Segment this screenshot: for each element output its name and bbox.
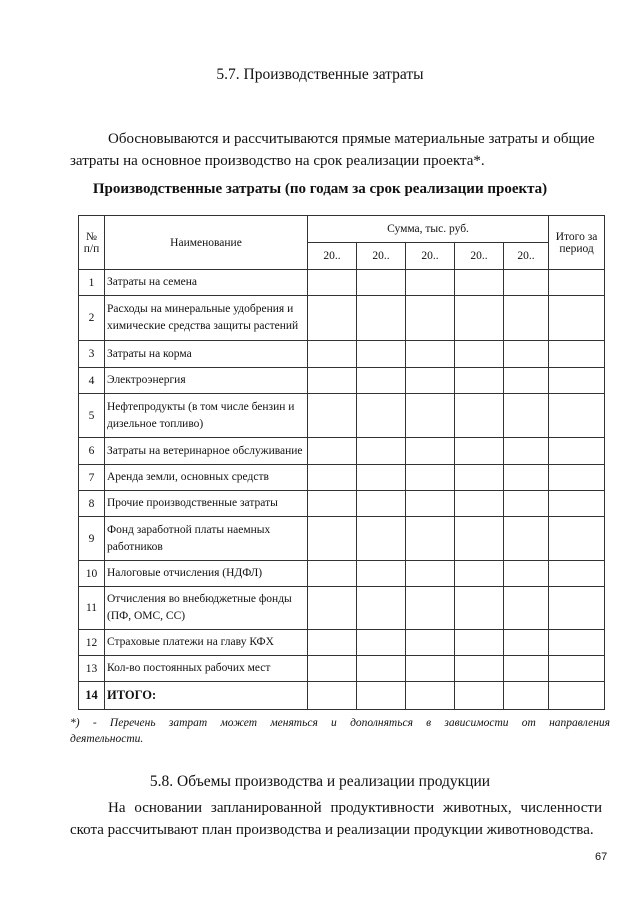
row-num: 2 [79, 296, 105, 341]
page-number: 67 [595, 851, 608, 863]
row-num: 7 [79, 465, 105, 491]
row-name: Затраты на семена [105, 270, 308, 296]
header-year: 20.. [455, 243, 504, 270]
row-num: 3 [79, 341, 105, 368]
table-row [79, 587, 605, 630]
table-row [79, 561, 605, 587]
row-num: 11 [79, 587, 105, 630]
row-num: 10 [79, 561, 105, 587]
row-num: 8 [79, 491, 105, 517]
row-num: 1 [79, 270, 105, 296]
row-name: Аренда земли, основных средств [105, 465, 308, 491]
row-name: Затраты на ветеринарное обслуживание [105, 438, 308, 465]
row-name: Налоговые отчисления (НДФЛ) [105, 561, 308, 587]
table-row [79, 491, 605, 517]
table-row [79, 517, 605, 561]
table-row [79, 394, 605, 438]
header-year: 20.. [308, 243, 357, 270]
table-row [79, 368, 605, 394]
para2-line-1: На основании запланированной продуктивности животных, численности [108, 800, 602, 816]
row-name: Расходы на минеральные удобрения и химические средства защиты растений [105, 296, 308, 341]
table-row [79, 630, 605, 656]
table-title: Производственные затраты (по годам за срок реализации проекта) [92, 181, 548, 197]
row-name: ИТОГО: [105, 682, 308, 710]
row-name: Кол-во постоянных рабочих мест [105, 656, 308, 682]
row-name: Электроэнергия [105, 368, 308, 394]
header-num: № п/п [79, 216, 105, 270]
table-row [79, 270, 605, 296]
row-num: 5 [79, 394, 105, 438]
table-row [79, 656, 605, 682]
table-row-total [79, 682, 605, 710]
row-name: Затраты на корма [105, 341, 308, 368]
header-name: Наименование [105, 216, 308, 270]
intro-line-1: Обосновываются и рассчитываются прямые материальные затраты и общие [108, 131, 595, 147]
header-total: Итого за период [549, 216, 605, 270]
production-paragraph [70, 797, 602, 841]
para2-line-2: скота рассчитывают план производства и реализации продукции животноводства. [70, 822, 594, 838]
row-name: Прочие производственные затраты [105, 491, 308, 517]
row-name: Нефтепродукты (в том числе бензин и дизельное топливо) [105, 394, 308, 438]
table-row [79, 296, 605, 341]
header-sum: Сумма, тыс. руб. [308, 216, 549, 243]
row-name: Фонд заработной платы наемных работников [105, 517, 308, 561]
row-num: 9 [79, 517, 105, 561]
section-title: 5.7. Производственные затраты [216, 66, 424, 83]
header-year: 20.. [504, 243, 549, 270]
table-row [79, 341, 605, 368]
row-num: 14 [79, 682, 105, 710]
row-num: 12 [79, 630, 105, 656]
footnote-line-1: *) - Перечень затрат может меняться и дополняться в зависимости от направления [70, 717, 610, 729]
intro-paragraph [70, 128, 602, 172]
table-row [79, 465, 605, 491]
row-num: 6 [79, 438, 105, 465]
section2-title: 5.8. Объемы производства и реализации продукции [149, 773, 491, 790]
table-row [79, 438, 605, 465]
intro-line-2: затраты на основное производство на срок реализации проекта*. [70, 153, 485, 169]
row-name: Страховые платежи на главу КФХ [105, 630, 308, 656]
row-num: 4 [79, 368, 105, 394]
header-year: 20.. [406, 243, 455, 270]
row-name: Отчисления во внебюджетные фонды (ПФ, ОМС, СС) [105, 587, 308, 630]
row-num: 13 [79, 656, 105, 682]
footnote-line-2: деятельности. [70, 733, 144, 745]
header-year: 20.. [357, 243, 406, 270]
costs-table [78, 215, 605, 710]
